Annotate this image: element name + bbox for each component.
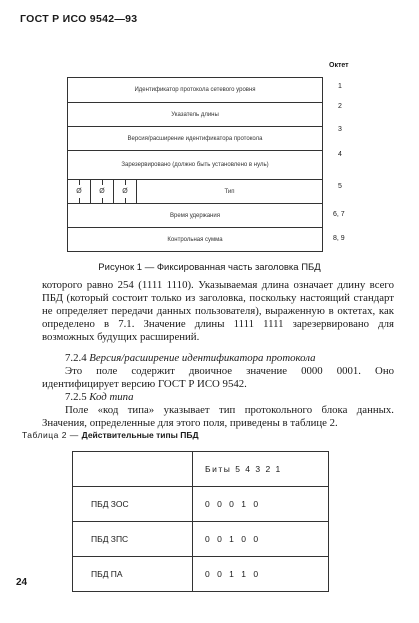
paragraph: Это поле содержит двоичное значение 0000 0001. Оно идентифицирует версию ГОСТ Р ИСО 9542. <box>42 365 394 390</box>
section-title: Код типа <box>89 391 134 403</box>
section-heading <box>42 352 316 365</box>
section-number: 7.2.5 <box>65 391 87 403</box>
pdu-header-diagram <box>67 77 323 252</box>
page-number: 24 <box>16 577 28 588</box>
table-row <box>73 487 329 522</box>
field-version <box>68 127 322 151</box>
field-label: Тип <box>224 188 235 195</box>
field-label: Время удержания <box>170 212 220 219</box>
octet-number: 4 <box>338 151 342 158</box>
table-cell: ПБД ЗОС <box>73 487 193 522</box>
pdu-types-table <box>72 451 329 592</box>
section-title: Версия/расширение идентификатора протокола <box>89 352 316 364</box>
octet-column-title: Октет <box>329 62 349 69</box>
figure-caption: Рисунок 1 — Фиксированная часть заголовка ПБД <box>98 262 321 273</box>
table-cell: ПБД ПА <box>73 557 193 592</box>
section-number: 7.2.4 <box>65 352 87 364</box>
bit-cell: Ø <box>114 180 137 203</box>
table-cell <box>73 452 193 487</box>
octet-number: 5 <box>338 183 342 190</box>
table-cell: 0 0 0 1 0 <box>193 487 329 522</box>
table-header-row <box>73 452 329 487</box>
field-label: Контрольная сумма <box>167 237 223 243</box>
table-row <box>73 522 329 557</box>
field-checksum <box>68 228 322 252</box>
field-label: Идентификатор протокола сетевого уровня <box>134 87 256 93</box>
table-header-cell: Биты 5 4 3 2 1 <box>193 452 329 487</box>
field-label: Указатель длины <box>171 111 219 118</box>
table-caption <box>22 430 199 440</box>
paragraph: которого равно 254 (1111 1110). Указываемая длина означает длину всего ПБД (который состоит только из заголовка, поскольку настоящий стандарт не определяет передачи данных пользователя), выраженную в октетах, как определено в 7.1. Значение длины 1111 1111 зарезервировано для возможных будущих расширений. <box>42 279 394 343</box>
table-cell: 0 0 1 0 0 <box>193 522 329 557</box>
field-reserved <box>68 151 322 180</box>
octet-number: 8, 9 <box>333 235 345 242</box>
field-protocol-id <box>68 78 322 103</box>
field-length-indicator <box>68 103 322 127</box>
field-label: Версия/расширение идентификатора протокола <box>127 135 263 142</box>
octet-number: 6, 7 <box>333 211 345 218</box>
section-heading <box>42 391 133 404</box>
table-row <box>73 557 329 592</box>
octet-number: 2 <box>338 103 342 110</box>
table-cell: 0 0 1 1 0 <box>193 557 329 592</box>
field-holding-time <box>68 204 322 228</box>
octet-number: 1 <box>338 83 342 90</box>
field-type <box>68 180 322 204</box>
table-label: Таблица 2 — <box>22 430 79 440</box>
octet-number: 3 <box>338 126 342 133</box>
bit-ticks <box>68 180 322 203</box>
table-title: Действительные типы ПБД <box>81 430 199 440</box>
bit-cell: Ø <box>91 180 114 203</box>
field-label: Зарезервировано (должно быть установлено в нуль) <box>121 162 269 168</box>
running-header: ГОСТ Р ИСО 9542—93 <box>20 13 138 25</box>
table-cell: ПБД ЗПС <box>73 522 193 557</box>
paragraph: Поле «код типа» указывает тип протокольного блока данных. Значения, определенные для этого поля, приведены в таблице 2. <box>42 404 394 429</box>
bit-cell: Ø <box>68 180 91 203</box>
